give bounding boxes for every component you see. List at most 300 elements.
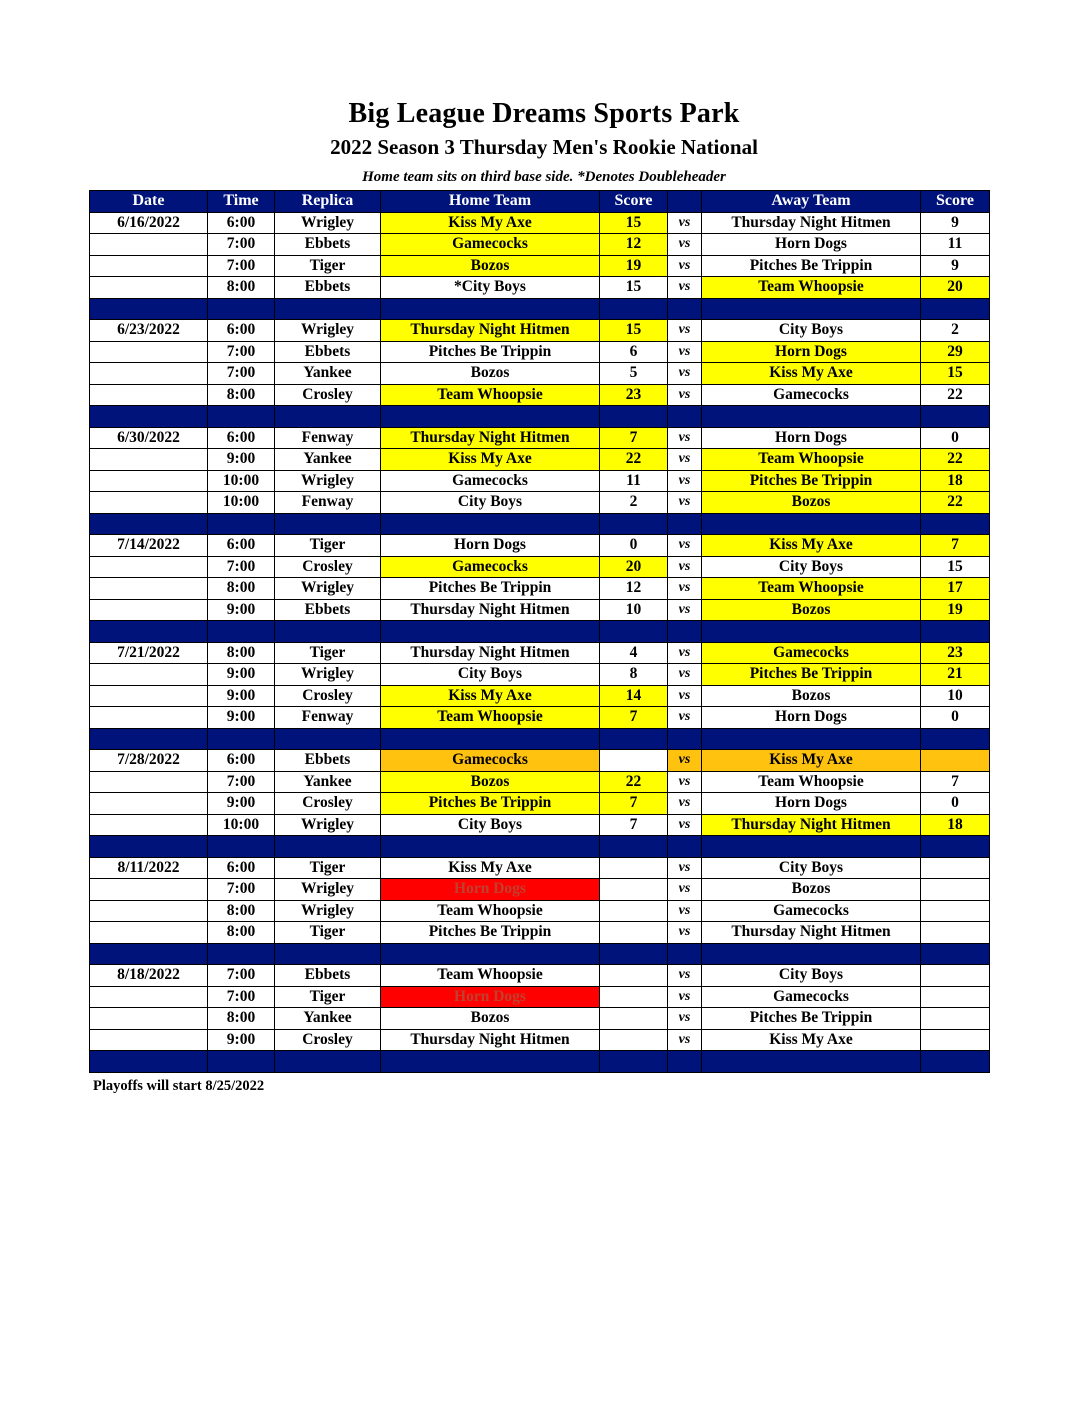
game-row xyxy=(90,277,990,299)
week-separator xyxy=(90,621,990,643)
home-team: Kiss My Axe xyxy=(381,212,600,234)
separator-cell xyxy=(600,406,668,428)
game-replica: Wrigley xyxy=(275,470,381,492)
game-row xyxy=(90,685,990,707)
game-time: 7:00 xyxy=(208,986,275,1008)
away-team: Gamecocks xyxy=(702,986,921,1008)
away-score: 22 xyxy=(921,384,990,406)
home-team: Horn Dogs xyxy=(381,986,600,1008)
separator-cell xyxy=(90,836,208,858)
away-team: Pitches Be Trippin xyxy=(702,1008,921,1030)
game-row xyxy=(90,900,990,922)
separator-cell xyxy=(600,513,668,535)
home-score: 10 xyxy=(600,599,668,621)
game-date xyxy=(90,793,208,815)
away-team: Horn Dogs xyxy=(702,234,921,256)
away-team: Horn Dogs xyxy=(702,707,921,729)
home-team: Pitches Be Trippin xyxy=(381,922,600,944)
game-replica: Fenway xyxy=(275,707,381,729)
vs-label: vs xyxy=(668,599,702,621)
home-score: 7 xyxy=(600,707,668,729)
game-replica: Ebbets xyxy=(275,750,381,772)
vs-label: vs xyxy=(668,965,702,987)
home-score: 8 xyxy=(600,664,668,686)
week-separator xyxy=(90,1051,990,1073)
home-team: Team Whoopsie xyxy=(381,965,600,987)
away-score: 7 xyxy=(921,771,990,793)
game-date xyxy=(90,449,208,471)
home-team: Team Whoopsie xyxy=(381,707,600,729)
away-team: Thursday Night Hitmen xyxy=(702,814,921,836)
game-date xyxy=(90,1029,208,1051)
away-score xyxy=(921,965,990,987)
game-replica: Wrigley xyxy=(275,814,381,836)
separator-cell xyxy=(921,406,990,428)
separator-cell xyxy=(702,1051,921,1073)
game-row xyxy=(90,470,990,492)
separator-cell xyxy=(381,728,600,750)
separator-cell xyxy=(90,728,208,750)
home-score: 7 xyxy=(600,814,668,836)
week-separator xyxy=(90,943,990,965)
separator-cell xyxy=(208,943,275,965)
game-time: 9:00 xyxy=(208,793,275,815)
home-score: 7 xyxy=(600,427,668,449)
vs-label: vs xyxy=(668,556,702,578)
separator-cell xyxy=(668,406,702,428)
week-separator xyxy=(90,298,990,320)
separator-cell xyxy=(90,406,208,428)
schedule-body xyxy=(90,212,990,1072)
away-team: Kiss My Axe xyxy=(702,750,921,772)
home-score: 22 xyxy=(600,449,668,471)
vs-label: vs xyxy=(668,427,702,449)
home-team: Bozos xyxy=(381,255,600,277)
away-team: Kiss My Axe xyxy=(702,535,921,557)
away-team: Thursday Night Hitmen xyxy=(702,212,921,234)
game-time: 7:00 xyxy=(208,363,275,385)
separator-cell xyxy=(275,943,381,965)
game-replica: Wrigley xyxy=(275,664,381,686)
game-time: 7:00 xyxy=(208,234,275,256)
away-score xyxy=(921,750,990,772)
home-score xyxy=(600,1029,668,1051)
away-score: 19 xyxy=(921,599,990,621)
home-team: Team Whoopsie xyxy=(381,900,600,922)
away-team: Pitches Be Trippin xyxy=(702,255,921,277)
away-team: Bozos xyxy=(702,879,921,901)
home-team: Bozos xyxy=(381,363,600,385)
schedule-table xyxy=(89,190,990,1073)
vs-label: vs xyxy=(668,771,702,793)
game-date xyxy=(90,363,208,385)
separator-cell xyxy=(275,298,381,320)
separator-cell xyxy=(275,621,381,643)
game-row xyxy=(90,341,990,363)
vs-label: vs xyxy=(668,685,702,707)
home-score: 5 xyxy=(600,363,668,385)
game-date xyxy=(90,341,208,363)
separator-cell xyxy=(921,298,990,320)
vs-label: vs xyxy=(668,879,702,901)
game-row xyxy=(90,384,990,406)
game-replica: Ebbets xyxy=(275,965,381,987)
game-time: 8:00 xyxy=(208,384,275,406)
game-time: 6:00 xyxy=(208,750,275,772)
home-team: Thursday Night Hitmen xyxy=(381,599,600,621)
vs-label: vs xyxy=(668,642,702,664)
week-separator xyxy=(90,728,990,750)
separator-cell xyxy=(921,1051,990,1073)
separator-cell xyxy=(90,513,208,535)
game-row xyxy=(90,320,990,342)
separator-cell xyxy=(208,621,275,643)
separator-cell xyxy=(668,298,702,320)
game-replica: Tiger xyxy=(275,642,381,664)
away-score: 21 xyxy=(921,664,990,686)
game-time: 7:00 xyxy=(208,341,275,363)
separator-cell xyxy=(381,1051,600,1073)
away-team: Team Whoopsie xyxy=(702,771,921,793)
separator-cell xyxy=(600,728,668,750)
game-row xyxy=(90,427,990,449)
header-row xyxy=(90,191,990,213)
game-date xyxy=(90,255,208,277)
home-team: Kiss My Axe xyxy=(381,449,600,471)
home-score xyxy=(600,900,668,922)
away-score: 10 xyxy=(921,685,990,707)
game-replica: Tiger xyxy=(275,255,381,277)
home-team: City Boys xyxy=(381,664,600,686)
separator-cell xyxy=(921,513,990,535)
game-time: 8:00 xyxy=(208,277,275,299)
away-score: 17 xyxy=(921,578,990,600)
game-replica: Tiger xyxy=(275,922,381,944)
separator-cell xyxy=(702,513,921,535)
home-score: 20 xyxy=(600,556,668,578)
game-row xyxy=(90,556,990,578)
home-team: Horn Dogs xyxy=(381,879,600,901)
separator-cell xyxy=(208,1051,275,1073)
game-date xyxy=(90,578,208,600)
separator-cell xyxy=(921,728,990,750)
game-time: 7:00 xyxy=(208,556,275,578)
away-score: 2 xyxy=(921,320,990,342)
week-separator xyxy=(90,836,990,858)
game-date xyxy=(90,986,208,1008)
vs-label: vs xyxy=(668,492,702,514)
away-score: 15 xyxy=(921,556,990,578)
separator-cell xyxy=(702,406,921,428)
vs-label: vs xyxy=(668,986,702,1008)
separator-cell xyxy=(921,943,990,965)
away-score: 11 xyxy=(921,234,990,256)
col-header-time: Time xyxy=(208,191,275,213)
vs-label: vs xyxy=(668,578,702,600)
away-team: Kiss My Axe xyxy=(702,1029,921,1051)
separator-cell xyxy=(90,298,208,320)
week-separator xyxy=(90,406,990,428)
home-score: 12 xyxy=(600,578,668,600)
separator-cell xyxy=(90,943,208,965)
game-replica: Crosley xyxy=(275,384,381,406)
separator-cell xyxy=(600,836,668,858)
game-replica: Wrigley xyxy=(275,578,381,600)
home-team: Pitches Be Trippin xyxy=(381,793,600,815)
home-team: Horn Dogs xyxy=(381,535,600,557)
game-time: 7:00 xyxy=(208,965,275,987)
game-row xyxy=(90,599,990,621)
home-team: Gamecocks xyxy=(381,750,600,772)
game-row xyxy=(90,793,990,815)
game-replica: Crosley xyxy=(275,1029,381,1051)
game-time: 8:00 xyxy=(208,578,275,600)
home-score: 19 xyxy=(600,255,668,277)
separator-cell xyxy=(600,1051,668,1073)
game-date: 8/18/2022 xyxy=(90,965,208,987)
game-time: 6:00 xyxy=(208,535,275,557)
game-row xyxy=(90,986,990,1008)
home-score: 4 xyxy=(600,642,668,664)
separator-cell xyxy=(921,836,990,858)
col-header-home-team: Home Team xyxy=(381,191,600,213)
vs-label: vs xyxy=(668,470,702,492)
separator-cell xyxy=(208,728,275,750)
game-row xyxy=(90,492,990,514)
game-replica: Wrigley xyxy=(275,900,381,922)
home-team: Thursday Night Hitmen xyxy=(381,427,600,449)
away-score: 0 xyxy=(921,793,990,815)
away-score xyxy=(921,879,990,901)
home-team: Thursday Night Hitmen xyxy=(381,1029,600,1051)
vs-label: vs xyxy=(668,814,702,836)
game-date xyxy=(90,492,208,514)
away-score: 0 xyxy=(921,707,990,729)
game-row xyxy=(90,578,990,600)
col-header-replica: Replica xyxy=(275,191,381,213)
vs-label: vs xyxy=(668,363,702,385)
separator-cell xyxy=(702,298,921,320)
home-score xyxy=(600,750,668,772)
separator-cell xyxy=(921,621,990,643)
game-row xyxy=(90,879,990,901)
game-date xyxy=(90,922,208,944)
separator-cell xyxy=(702,836,921,858)
vs-label: vs xyxy=(668,793,702,815)
home-score xyxy=(600,879,668,901)
separator-cell xyxy=(381,836,600,858)
separator-cell xyxy=(600,298,668,320)
separator-cell xyxy=(208,513,275,535)
game-date xyxy=(90,556,208,578)
game-date xyxy=(90,707,208,729)
game-replica: Wrigley xyxy=(275,212,381,234)
away-team: Bozos xyxy=(702,599,921,621)
separator-cell xyxy=(600,621,668,643)
game-replica: Tiger xyxy=(275,857,381,879)
vs-label: vs xyxy=(668,320,702,342)
vs-label: vs xyxy=(668,449,702,471)
game-time: 6:00 xyxy=(208,212,275,234)
game-date: 7/14/2022 xyxy=(90,535,208,557)
away-score: 7 xyxy=(921,535,990,557)
game-date xyxy=(90,814,208,836)
away-score: 22 xyxy=(921,492,990,514)
game-time: 9:00 xyxy=(208,1029,275,1051)
away-team: Gamecocks xyxy=(702,642,921,664)
separator-cell xyxy=(668,943,702,965)
home-score xyxy=(600,986,668,1008)
game-row xyxy=(90,814,990,836)
home-score: 15 xyxy=(600,212,668,234)
away-team: Horn Dogs xyxy=(702,341,921,363)
vs-label: vs xyxy=(668,341,702,363)
away-team: Pitches Be Trippin xyxy=(702,664,921,686)
game-time: 6:00 xyxy=(208,320,275,342)
away-score: 20 xyxy=(921,277,990,299)
game-date xyxy=(90,599,208,621)
vs-label: vs xyxy=(668,1029,702,1051)
game-date: 8/11/2022 xyxy=(90,857,208,879)
home-team: Gamecocks xyxy=(381,556,600,578)
home-score: 0 xyxy=(600,535,668,557)
game-replica: Crosley xyxy=(275,685,381,707)
separator-cell xyxy=(275,1051,381,1073)
away-team: City Boys xyxy=(702,965,921,987)
col-header-away-score: Score xyxy=(921,191,990,213)
col-header-away-team: Away Team xyxy=(702,191,921,213)
home-score: 14 xyxy=(600,685,668,707)
away-score: 29 xyxy=(921,341,990,363)
away-score: 22 xyxy=(921,449,990,471)
separator-cell xyxy=(90,621,208,643)
game-replica: Ebbets xyxy=(275,599,381,621)
away-team: Gamecocks xyxy=(702,900,921,922)
game-time: 10:00 xyxy=(208,492,275,514)
game-date xyxy=(90,1008,208,1030)
home-score xyxy=(600,857,668,879)
away-team: Team Whoopsie xyxy=(702,449,921,471)
separator-cell xyxy=(208,836,275,858)
vs-label: vs xyxy=(668,234,702,256)
separator-cell xyxy=(208,298,275,320)
home-score xyxy=(600,922,668,944)
home-team: Bozos xyxy=(381,771,600,793)
vs-label: vs xyxy=(668,750,702,772)
vs-label: vs xyxy=(668,857,702,879)
separator-cell xyxy=(668,836,702,858)
game-time: 9:00 xyxy=(208,599,275,621)
away-team: City Boys xyxy=(702,320,921,342)
vs-label: vs xyxy=(668,922,702,944)
game-date xyxy=(90,470,208,492)
game-time: 6:00 xyxy=(208,427,275,449)
away-score: 9 xyxy=(921,212,990,234)
separator-cell xyxy=(668,728,702,750)
game-row xyxy=(90,857,990,879)
away-team: City Boys xyxy=(702,556,921,578)
separator-cell xyxy=(381,406,600,428)
game-row xyxy=(90,771,990,793)
home-team: City Boys xyxy=(381,492,600,514)
separator-cell xyxy=(275,836,381,858)
game-time: 7:00 xyxy=(208,879,275,901)
game-time: 7:00 xyxy=(208,771,275,793)
game-time: 8:00 xyxy=(208,922,275,944)
vs-label: vs xyxy=(668,212,702,234)
away-score: 9 xyxy=(921,255,990,277)
game-time: 8:00 xyxy=(208,900,275,922)
vs-label: vs xyxy=(668,664,702,686)
home-team: Gamecocks xyxy=(381,234,600,256)
game-replica: Tiger xyxy=(275,535,381,557)
separator-cell xyxy=(90,1051,208,1073)
game-replica: Tiger xyxy=(275,986,381,1008)
game-date xyxy=(90,685,208,707)
game-replica: Yankee xyxy=(275,771,381,793)
game-time: 9:00 xyxy=(208,664,275,686)
game-replica: Crosley xyxy=(275,556,381,578)
game-replica: Yankee xyxy=(275,363,381,385)
separator-cell xyxy=(275,513,381,535)
game-row xyxy=(90,1008,990,1030)
home-team: *City Boys xyxy=(381,277,600,299)
game-replica: Ebbets xyxy=(275,341,381,363)
away-team: Bozos xyxy=(702,492,921,514)
game-row xyxy=(90,707,990,729)
home-team: Gamecocks xyxy=(381,470,600,492)
vs-label: vs xyxy=(668,535,702,557)
game-replica: Yankee xyxy=(275,449,381,471)
game-row xyxy=(90,1029,990,1051)
game-date xyxy=(90,879,208,901)
away-team: Team Whoopsie xyxy=(702,277,921,299)
game-replica: Ebbets xyxy=(275,234,381,256)
game-replica: Crosley xyxy=(275,793,381,815)
game-date: 7/28/2022 xyxy=(90,750,208,772)
separator-cell xyxy=(668,513,702,535)
away-team: Pitches Be Trippin xyxy=(702,470,921,492)
separator-cell xyxy=(275,406,381,428)
home-team: Pitches Be Trippin xyxy=(381,578,600,600)
away-team: Horn Dogs xyxy=(702,793,921,815)
week-separator xyxy=(90,513,990,535)
game-time: 8:00 xyxy=(208,642,275,664)
game-date xyxy=(90,234,208,256)
away-team: Bozos xyxy=(702,685,921,707)
game-time: 9:00 xyxy=(208,707,275,729)
away-score: 18 xyxy=(921,814,990,836)
game-replica: Yankee xyxy=(275,1008,381,1030)
schedule-note: Home team sits on third base side. *Denotes Doubleheader xyxy=(362,169,726,185)
game-row xyxy=(90,922,990,944)
home-score xyxy=(600,1008,668,1030)
separator-cell xyxy=(668,621,702,643)
game-time: 9:00 xyxy=(208,685,275,707)
home-score: 12 xyxy=(600,234,668,256)
game-row xyxy=(90,642,990,664)
game-time: 10:00 xyxy=(208,814,275,836)
away-score xyxy=(921,1029,990,1051)
home-score: 15 xyxy=(600,277,668,299)
game-row xyxy=(90,234,990,256)
separator-cell xyxy=(600,943,668,965)
home-team: Team Whoopsie xyxy=(381,384,600,406)
separator-cell xyxy=(668,1051,702,1073)
separator-cell xyxy=(702,943,921,965)
col-header-date: Date xyxy=(90,191,208,213)
game-date: 6/23/2022 xyxy=(90,320,208,342)
